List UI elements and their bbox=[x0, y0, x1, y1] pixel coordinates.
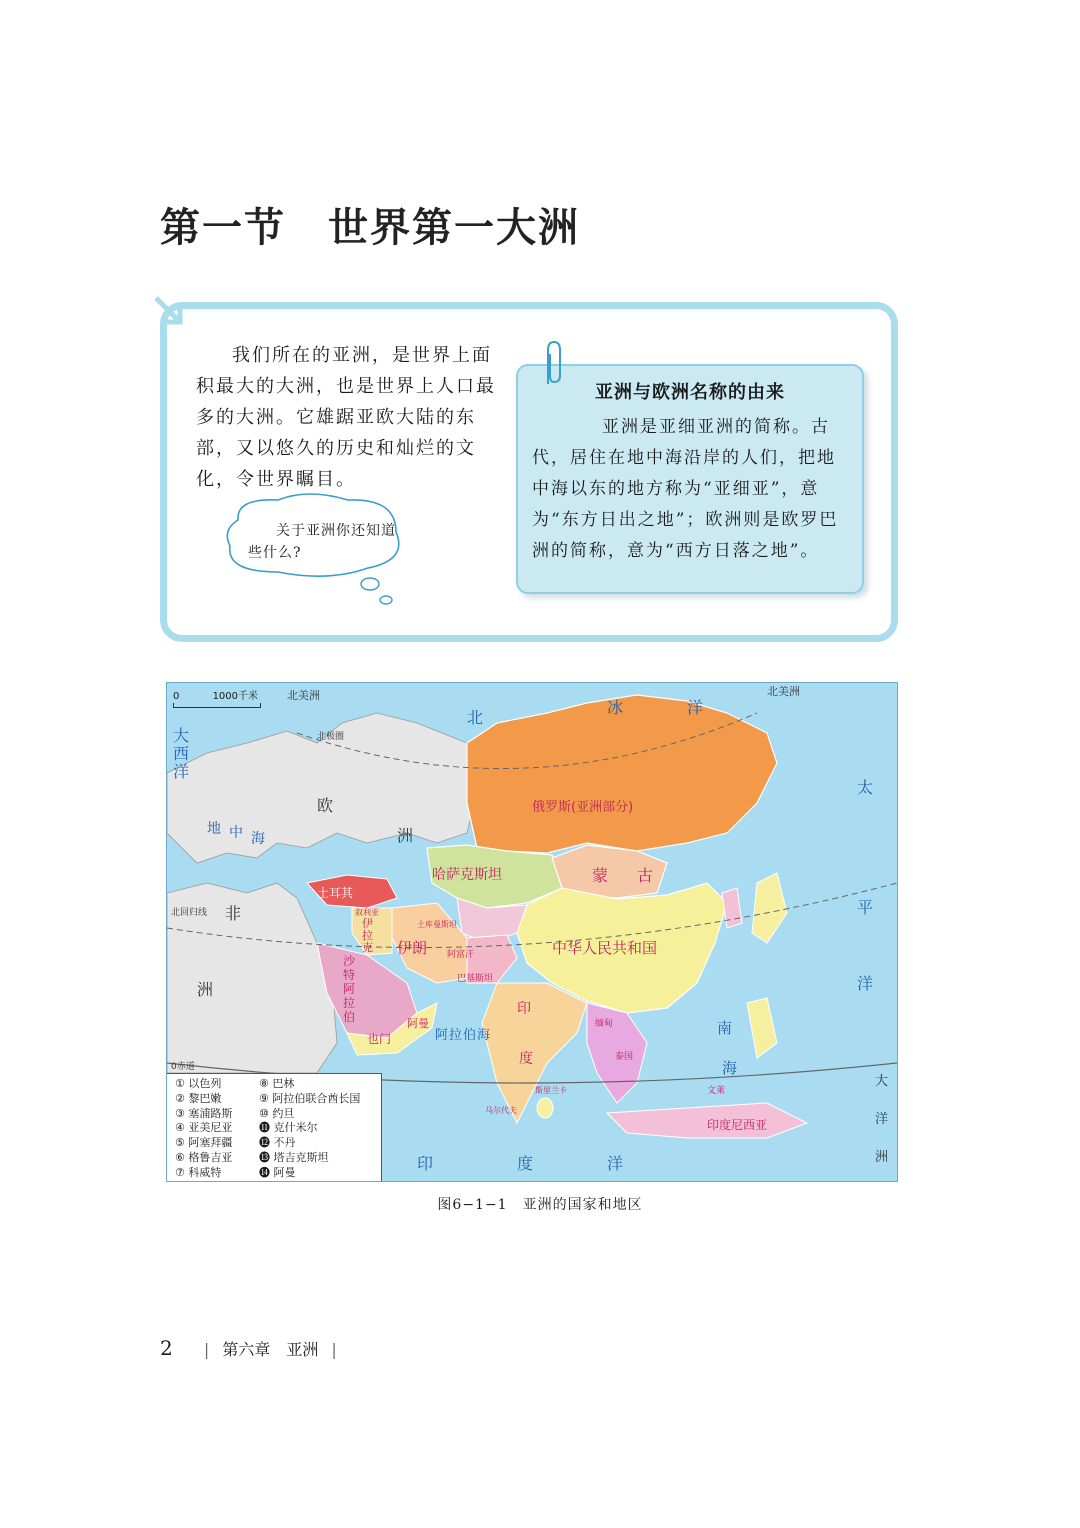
footer-divider: | bbox=[203, 1340, 210, 1359]
label-oceania-3: 洲 bbox=[875, 1150, 889, 1165]
label-mongolia-2: 古 bbox=[637, 866, 654, 885]
corner-arrow-icon bbox=[150, 292, 192, 334]
label-na-2: 北美洲 bbox=[767, 685, 800, 698]
label-mongolia-1: 蒙 bbox=[592, 866, 609, 885]
label-arctic-ocean-1: 北 bbox=[467, 708, 484, 727]
label-arctic: 北极圈 bbox=[317, 732, 345, 742]
legend-item: ① 以色列 bbox=[175, 1077, 222, 1090]
label-saudi-3: 阿 bbox=[343, 982, 356, 996]
intro-paragraph: 我们所在的亚洲，是世界上面积最大的大洲，也是世界上人口最多的大洲。它雄踞亚欧大陆的东部，又以悠久的历史和灿烂的文化，令世界瞩目。 bbox=[196, 345, 496, 490]
label-pacific-1: 太 bbox=[857, 778, 874, 797]
note-card bbox=[516, 364, 864, 594]
label-maldives: 马尔代夫 bbox=[485, 1106, 517, 1115]
legend-item: ⓬ 不丹 bbox=[259, 1136, 296, 1150]
label-africa-1: 非 bbox=[225, 904, 242, 923]
label-med-1: 地 bbox=[207, 821, 221, 837]
label-na-1: 北美洲 bbox=[287, 689, 320, 702]
label-indian-2: 度 bbox=[517, 1154, 534, 1173]
label-kazakhstan: 哈萨克斯坦 bbox=[432, 867, 502, 883]
label-pakistan: 巴基斯坦 bbox=[457, 974, 494, 984]
label-europe-2: 洲 bbox=[397, 826, 414, 845]
label-brunei: 文莱 bbox=[707, 1086, 726, 1096]
label-turkey: 土耳其 bbox=[317, 886, 354, 900]
paperclip-icon bbox=[540, 340, 564, 386]
label-iraq-3: 克 bbox=[362, 941, 373, 954]
label-iraq-1: 伊 bbox=[362, 917, 373, 930]
legend-item: ② 黎巴嫩 bbox=[175, 1091, 222, 1105]
label-arctic-ocean-2: 冰 bbox=[607, 698, 624, 717]
label-atlantic-1: 大 bbox=[173, 726, 190, 745]
label-thailand: 泰国 bbox=[615, 1052, 634, 1062]
legend-item: ⑩ 约旦 bbox=[259, 1106, 295, 1120]
map-legend bbox=[167, 1073, 382, 1182]
label-saudi-4: 拉 bbox=[343, 996, 356, 1010]
label-iran: 伊朗 bbox=[397, 939, 428, 957]
asia-map bbox=[166, 682, 898, 1182]
label-atlantic-2: 西 bbox=[173, 744, 190, 763]
legend-item: ④ 亚美尼亚 bbox=[175, 1121, 233, 1135]
label-arabian-3: 伯 bbox=[463, 1028, 477, 1043]
legend-left bbox=[175, 1077, 232, 1181]
label-saudi-5: 伯 bbox=[343, 1010, 356, 1024]
label-arctic-ocean-3: 洋 bbox=[687, 698, 704, 717]
label-saudi-2: 特 bbox=[343, 968, 356, 982]
legend-item: ⓮ 阿曼 bbox=[259, 1165, 296, 1179]
label-med-3: 海 bbox=[251, 831, 265, 847]
label-indonesia: 印度尼西亚 bbox=[707, 1118, 768, 1132]
figure-caption: 图6−1−1 亚洲的国家和地区 bbox=[437, 1197, 643, 1213]
label-afghanistan: 阿富汗 bbox=[447, 950, 475, 960]
chapter-label: 第六章 亚洲 bbox=[222, 1340, 319, 1359]
label-india-2: 度 bbox=[519, 1051, 533, 1067]
label-turkmenistan: 土库曼斯坦 bbox=[417, 920, 457, 929]
label-russia: 俄罗斯(亚洲部分) bbox=[532, 800, 634, 815]
label-sri-lanka: 斯里兰卡 bbox=[535, 1086, 567, 1095]
scale-line bbox=[173, 703, 261, 708]
label-iraq-2: 拉 bbox=[362, 929, 373, 942]
label-indian-3: 洋 bbox=[607, 1154, 624, 1173]
label-yemen: 也门 bbox=[367, 1032, 392, 1046]
label-arabian-4: 海 bbox=[477, 1028, 491, 1043]
label-syria: 叙利亚 bbox=[355, 908, 379, 917]
bubble-question: 关于亚洲你还知道些什么? bbox=[248, 523, 396, 561]
label-indian-1: 印 bbox=[417, 1154, 434, 1173]
legend-item: ⑦ 科威特 bbox=[175, 1165, 222, 1179]
page-footer bbox=[160, 1336, 345, 1360]
label-saudi-1: 沙 bbox=[343, 954, 356, 968]
scale-zero: 0 bbox=[173, 691, 180, 702]
label-scs-1: 南 bbox=[717, 1019, 733, 1037]
label-pacific-2: 平 bbox=[857, 898, 874, 917]
section-title: 第一节 世界第一大洲 bbox=[160, 205, 580, 251]
legend-item: ⑤ 阿塞拜疆 bbox=[175, 1136, 233, 1150]
scale-bar bbox=[173, 687, 261, 708]
label-europe: 欧 bbox=[317, 796, 334, 815]
label-myanmar: 缅甸 bbox=[595, 1019, 614, 1029]
label-india-1: 印 bbox=[517, 1001, 531, 1017]
legend-item: ⑨ 阿拉伯联合酋长国 bbox=[259, 1091, 361, 1105]
label-scs-2: 海 bbox=[722, 1059, 738, 1077]
legend-item: ⓫ 克什米尔 bbox=[259, 1121, 318, 1135]
note-title: 亚洲与欧洲名称的由来 bbox=[595, 382, 785, 403]
legend-item: ③ 塞浦路斯 bbox=[175, 1106, 233, 1120]
label-arabian-2: 拉 bbox=[449, 1028, 463, 1043]
legend-right bbox=[259, 1077, 360, 1181]
label-atlantic-3: 洋 bbox=[173, 762, 190, 781]
label-china: 中华人民共和国 bbox=[552, 939, 658, 957]
label-oceania-2: 洋 bbox=[875, 1112, 889, 1127]
label-equator: 0赤道 bbox=[171, 1062, 195, 1072]
label-africa-2: 洲 bbox=[197, 980, 214, 999]
scale-label: 1000千米 bbox=[212, 691, 259, 702]
legend-item: ⑥ 格鲁吉亚 bbox=[175, 1150, 233, 1164]
label-oceania-1: 大 bbox=[875, 1074, 889, 1089]
label-med-2: 中 bbox=[229, 825, 243, 841]
footer-divider: | bbox=[331, 1340, 337, 1359]
page-number: 2 bbox=[160, 1336, 173, 1360]
legend-item: ⑧ 巴林 bbox=[259, 1077, 295, 1090]
label-arabian-1: 阿 bbox=[435, 1028, 449, 1043]
label-tropic: 北回归线 bbox=[171, 908, 208, 918]
label-oman: 阿曼 bbox=[407, 1017, 429, 1030]
legend-item: ⓭ 塔吉克斯坦 bbox=[259, 1150, 329, 1164]
label-pacific-3: 洋 bbox=[857, 974, 874, 993]
note-body: 亚洲是亚细亚洲的简称。古代，居住在地中海沿岸的人们，把地中海以东的地方称为“亚细亚”，意为“东方日出之地”；欧洲则是欧罗巴洲的简称，意为“西方日落之地”。 bbox=[532, 417, 839, 561]
